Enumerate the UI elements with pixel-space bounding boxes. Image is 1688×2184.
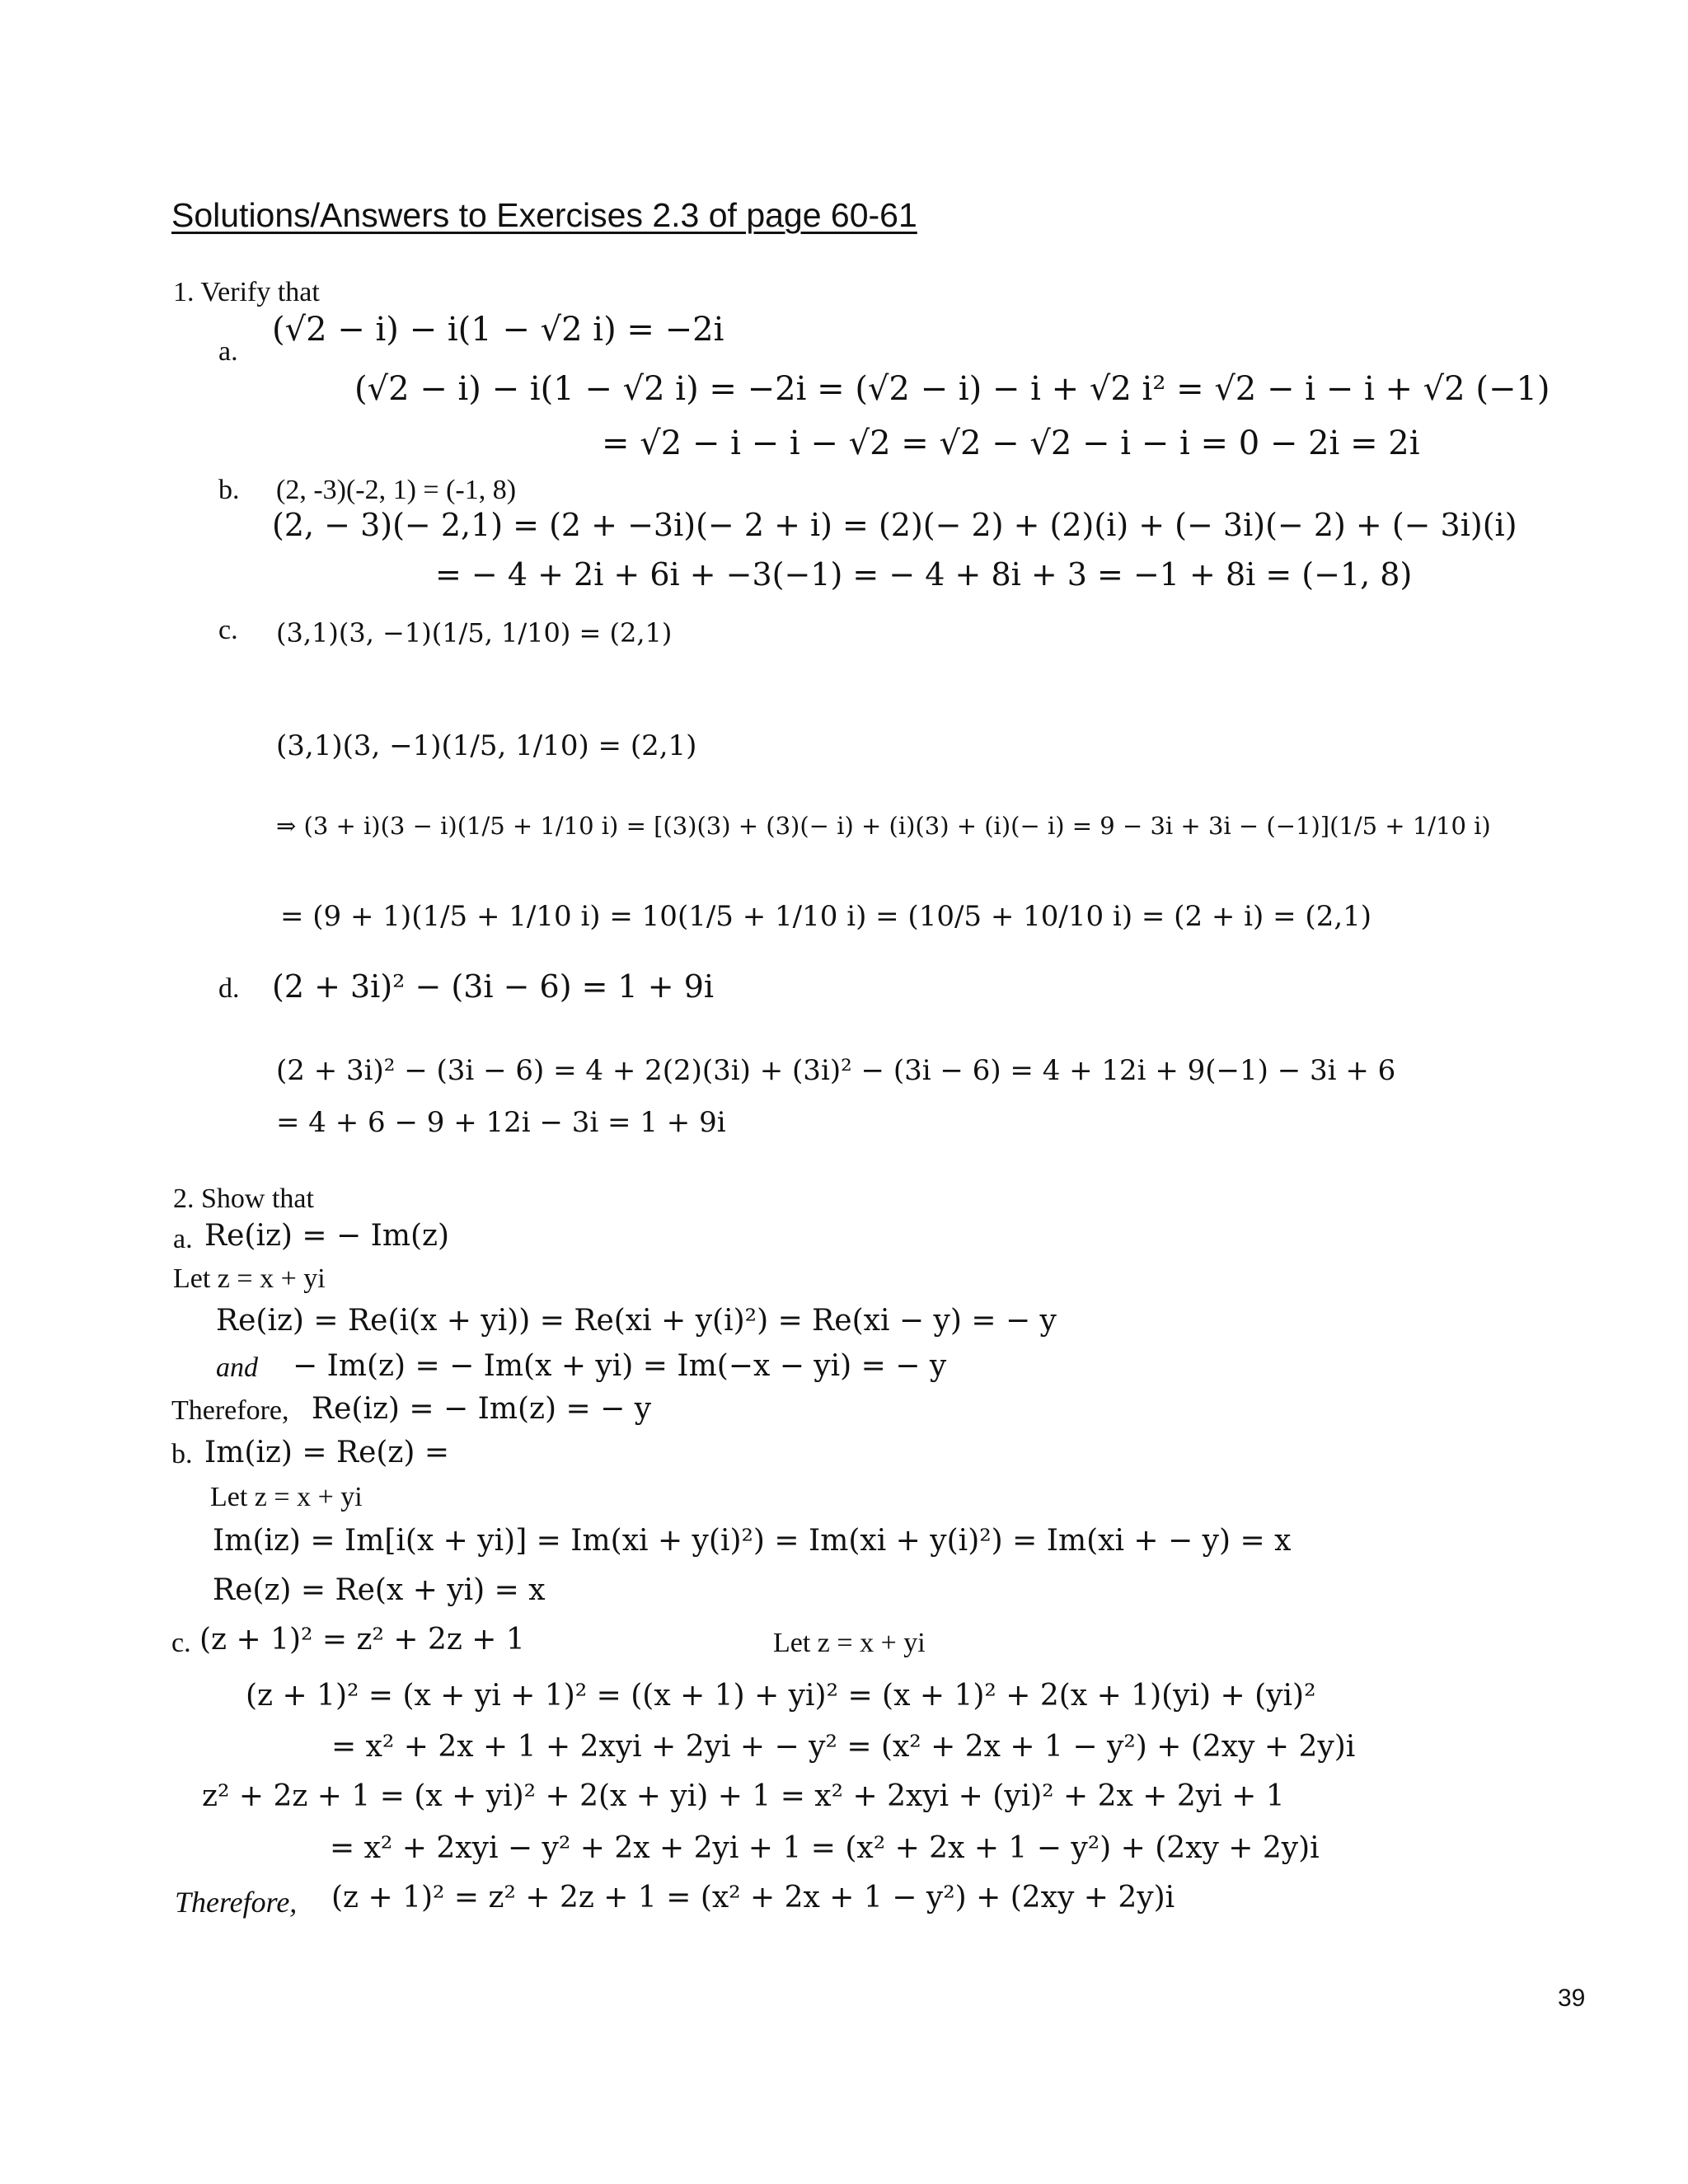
q1c-label: c.	[218, 615, 238, 645]
q1a-line1: (√2 − i) − i(1 − √2 i) = −2i = (√2 − i) − i + √2 i² = √2 − i − i + √2 (−1)	[354, 370, 1550, 408]
q2c-let: Let z = x + yi	[773, 1628, 926, 1658]
q2b-label: b.	[171, 1439, 193, 1469]
q1a-line2: = √2 − i − i − √2 = √2 − √2 − i − i = 0 − 2i = 2i	[602, 424, 1420, 462]
q1d-line1: (2 + 3i)² − (3i − 6) = 4 + 2(2)(3i) + (3i)² − (3i − 6) = 4 + 12i + 9(−1) − 3i + 6	[276, 1054, 1396, 1087]
q2b-statement: Im(iz) = Re(z) =	[204, 1436, 450, 1469]
q1d-label: d.	[218, 973, 240, 1004]
q2a-therefore-word: Therefore,	[171, 1395, 289, 1426]
q1a-statement: (√2 − i) − i(1 − √2 i) = −2i	[272, 311, 724, 349]
q2c-line1: (z + 1)² = (x + yi + 1)² = ((x + 1) + yi)² = (x + 1)² + 2(x + 1)(yi) + (yi)²	[246, 1679, 1316, 1713]
q2c-line3: z² + 2z + 1 = (x + yi)² + 2(x + yi) + 1 = x² + 2xyi + (yi)² + 2x + 2yi + 1	[202, 1779, 1285, 1813]
q1a-label: a.	[218, 336, 238, 367]
q2-heading: 2. Show that	[173, 1183, 314, 1214]
q2a-therefore: Re(iz) = − Im(z) = − y	[312, 1392, 652, 1426]
q1b-line2: = − 4 + 2i + 6i + −3(−1) = − 4 + 8i + 3 = −1 + 8i = (−1, 8)	[435, 556, 1413, 593]
q2a-line1: Re(iz) = Re(i(x + yi)) = Re(xi + y(i)²) = Re(xi − y) = − y	[216, 1304, 1057, 1338]
q2a-let: Let z = x + yi	[173, 1263, 326, 1294]
q2c-statement: (z + 1)² = z² + 2z + 1	[199, 1623, 525, 1657]
q1d-line2: = 4 + 6 − 9 + 12i − 3i = 1 + 9i	[276, 1106, 726, 1139]
page-title: Solutions/Answers to Exercises 2.3 of page 60-61	[171, 196, 917, 234]
q2b-line2: Re(z) = Re(x + yi) = x	[213, 1573, 546, 1607]
q2c-therefore: (z + 1)² = z² + 2z + 1 = (x² + 2x + 1 − y²) + (2xy + 2y)i	[331, 1881, 1175, 1915]
q2c-label: c.	[171, 1628, 191, 1658]
q1c-line1: ⇒ (3 + i)(3 − i)(1/5 + 1/10 i) = [(3)(3) + (3)(− i) + (i)(3) + (i)(− i) = 9 − 3i + 3i − (−1)](1/5 + 1/10 i)	[276, 812, 1491, 840]
q2c-therefore-word: Therefore,	[175, 1886, 298, 1919]
q1b-label: b.	[218, 475, 240, 505]
q2a-label: a.	[173, 1224, 193, 1254]
q1c-statement: (3,1)(3, −1)(1/5, 1/10) = (2,1)	[276, 617, 673, 649]
q1c-line2: = (9 + 1)(1/5 + 1/10 i) = 10(1/5 + 1/10 i) = (10/5 + 10/10 i) = (2 + i) = (2,1)	[280, 900, 1372, 933]
q2a-line2: − Im(z) = − Im(x + yi) = Im(−x − yi) = − y	[293, 1349, 947, 1383]
q2b-let: Let z = x + yi	[210, 1482, 363, 1512]
q1c-line0: (3,1)(3, −1)(1/5, 1/10) = (2,1)	[276, 729, 697, 762]
q2c-line2: = x² + 2x + 1 + 2xyi + 2yi + − y² = (x² + 2x + 1 − y²) + (2xy + 2y)i	[331, 1730, 1356, 1764]
q2b-line1: Im(iz) = Im[i(x + yi)] = Im(xi + y(i)²) = Im(xi + y(i)²) = Im(xi + − y) = x	[213, 1524, 1292, 1558]
q2c-line4: = x² + 2xyi − y² + 2x + 2yi + 1 = (x² + 2x + 1 − y²) + (2xy + 2y)i	[330, 1831, 1320, 1865]
q2a-and: and	[216, 1352, 258, 1383]
page-number: 39	[1558, 1985, 1586, 2012]
q1d-statement: (2 + 3i)² − (3i − 6) = 1 + 9i	[272, 968, 715, 1005]
q2a-statement: Re(iz) = − Im(z)	[204, 1219, 450, 1253]
q1b-line1: (2, − 3)(− 2,1) = (2 + −3i)(− 2 + i) = (2)(− 2) + (2)(i) + (− 3i)(− 2) + (− 3i)(i)	[272, 507, 1517, 543]
q1b-statement: (2, -3)(-2, 1) = (-1, 8)	[276, 475, 517, 505]
q1-heading: 1. Verify that	[173, 277, 320, 307]
